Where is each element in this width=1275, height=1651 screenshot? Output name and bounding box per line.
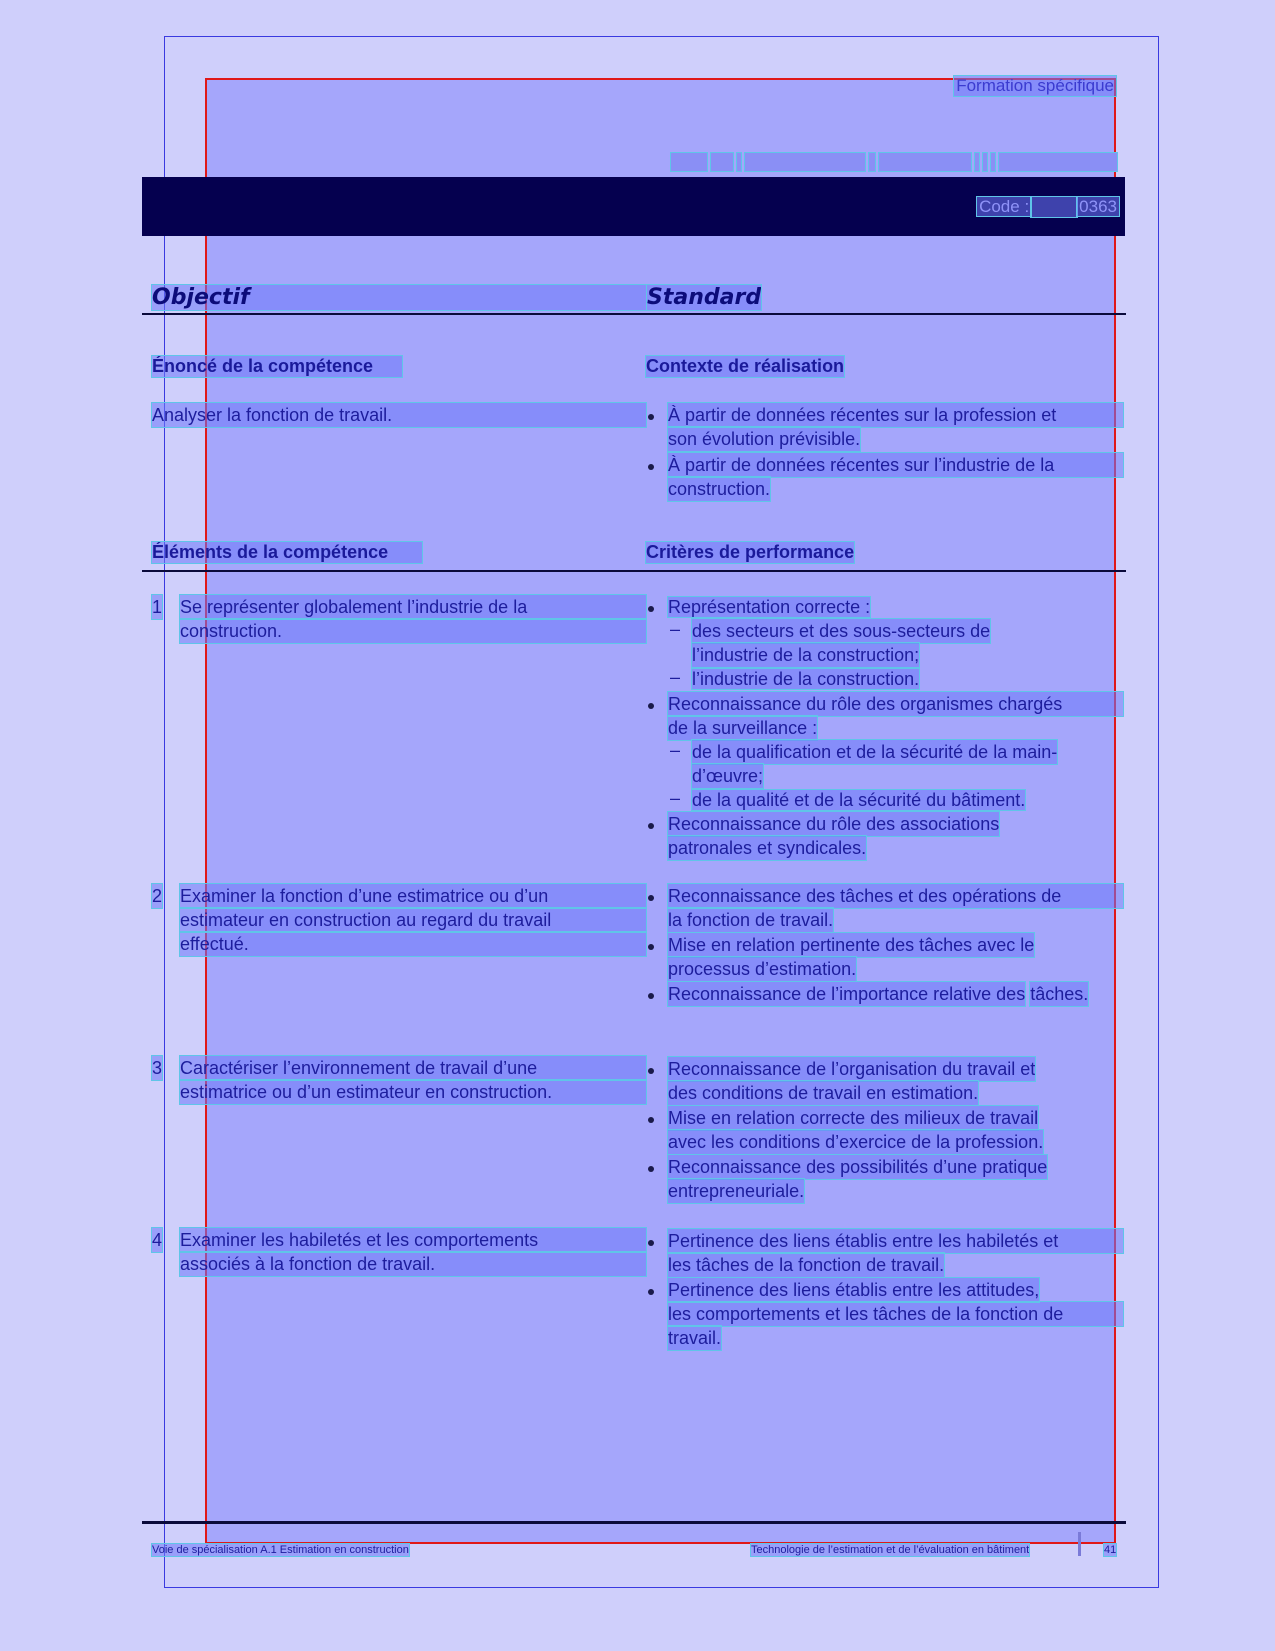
element-number: 3 [152,1058,163,1078]
element-number: 2 [152,886,163,906]
code-spacer [1031,197,1077,217]
element-item: 1 Se représenter globalement l’industrie de la construction. [152,595,646,643]
column-heading-objectif: Objectif [152,285,646,310]
header-decoration-bar [671,153,1117,171]
code-label: Code : [979,197,1030,216]
critere-item: Pertinence des liens établis entre les habiletés et les tâches de la fonction de travail. [668,1229,1123,1277]
elements-label: Éléments de la compétence [152,542,422,563]
critere-item: Reconnaissance du rôle des organismes chargés de la surveillance : [668,692,1123,740]
bullet-icon [648,1166,654,1172]
critere-item: Reconnaissance de l’organisation du travail et des conditions de travail en estimation. [668,1059,1036,1103]
bullet-icon [648,703,654,709]
critere-item: Reconnaissance des possibilités d’une pratique entrepreneuriale. [668,1157,1048,1201]
element-item: 2 Examiner la fonction d’une estimatrice ou d’un estimateur en construction au regard du travail effectué. [152,884,646,956]
bullet-icon [648,895,654,901]
contexte-item: À partir de données récentes sur l’industrie de la construction. [668,453,1123,501]
section-rule [142,570,1126,572]
dash-icon: – [670,667,681,687]
element-item: 3 Caractériser l’environnement de travail d’une estimatrice ou d’un estimateur en construction. [152,1056,646,1104]
footer-right: Technologie de l’estimation et de l’évaluation en bâtiment [751,1544,1030,1556]
critere-subitem: de la qualification et de la sécurité de la main- d’œuvre; [692,742,1058,786]
criteres-label: Critères de performance [646,542,855,562]
dash-icon: – [670,740,681,760]
competency-code [977,197,1119,217]
footer-marker [1078,1532,1081,1556]
critere-item: Reconnaissance du rôle des associations patronales et syndicales. [668,814,1000,858]
program-type-label: Formation spécifique [956,76,1114,95]
element-number: 4 [152,1230,163,1250]
dash-icon: – [670,619,681,639]
bullet-icon [648,414,654,420]
bullet-icon [648,1289,654,1295]
bullet-icon [648,1068,654,1074]
bullet-icon [648,944,654,950]
critere-item: Pertinence des liens établis entre les attitudes, les comportements et les tâches de la fonction de travail. [668,1278,1123,1350]
critere-subitem: l’industrie de la construction. [692,669,920,689]
footer-left: Voie de spécialisation A.1 Estimation en construction [152,1544,409,1556]
bullet-icon [648,1117,654,1123]
element-item: 4 Examiner les habiletés et les comportements associés à la fonction de travail. [152,1228,646,1276]
bullet-icon [648,606,654,612]
heading-rule [142,313,1126,315]
critere-item: Représentation correcte : [668,597,871,617]
page-number: 41 [1104,1544,1117,1556]
bullet-icon [648,1240,654,1246]
footer-rule [142,1521,1126,1524]
critere-item: Mise en relation correcte des milieux de travail avec les conditions d’exercice de la profession. [668,1108,1044,1152]
critere-item: Mise en relation pertinente des tâches avec le processus d’estimation. [668,935,1035,979]
bullet-icon [648,464,654,470]
code-value: 0363 [1079,197,1117,216]
critere-item: Reconnaissance des tâches et des opérations de la fonction de travail. [668,884,1123,932]
enonce-label: Énoncé de la compétence [152,356,402,377]
contexte-label: Contexte de réalisation [646,356,845,376]
bullet-icon [648,993,654,999]
bullet-icon [648,823,654,829]
contexte-item: À partir de données récentes sur la profession et son évolution prévisible. [668,403,1123,451]
column-heading-standard: Standard [647,285,762,310]
critere-item: Reconnaissance de l’importance relative des tâches. [668,984,1089,1004]
critere-subitem: des secteurs et des sous-secteurs de l’industrie de la construction; [692,621,991,665]
enonce-text: Analyser la fonction de travail. [152,403,646,427]
element-number: 1 [152,597,163,617]
dash-icon: – [670,788,681,808]
critere-subitem: de la qualité et de la sécurité du bâtiment. [692,790,1026,810]
